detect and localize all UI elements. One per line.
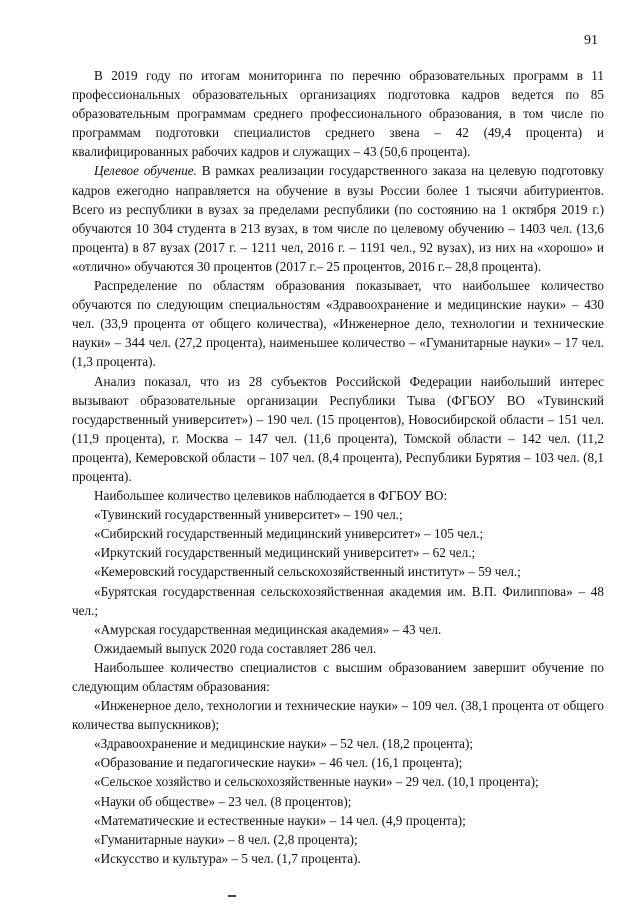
paragraph-graduates-intro: Наибольшее количество специалистов с высшим образованием завершит обучение по следующим областям образования: [72,659,604,694]
paragraph-list-intro: Наибольшее количество целевиков наблюдается в ФГБОУ ВО: [94,488,448,504]
list-item: «Искусство и культура» – 5 чел. (1,7 процента). [94,850,361,866]
section-lead-italic: Целевое обучение. [94,163,197,179]
list-item: «Науки об обществе» – 23 чел. (8 процентов); [94,793,352,809]
paragraph-expected-graduation: Ожидаемый выпуск 2020 года составляет 286 чел. [94,640,377,656]
paragraph-distribution: Распределение по областям образования показывает, что наибольшее количество обучаются по следующим специальностям «Здравоохранение и медицинские науки» – 430 чел. (33,9 процента от общего количества), «Инженерное дело, технологии и технические науки» – 344 чел. (27,2 процента), наименьшее количество – «Гуманитарные науки» – 17 чел. (1,3 процента). [72,278,604,370]
list-item: «Амурская государственная медицинская академия» – 43 чел. [94,621,442,637]
page-number: 91 [584,33,598,48]
list-item: «Иркутский государственный медицинский университет» – 62 чел.; [94,545,476,561]
list-item: «Сельское хозяйство и сельскохозяйственные науки» – 29 чел. (10,1 процента); [94,774,539,790]
scan-mark [228,895,236,897]
paragraph-spo-monitoring: В 2019 году по итогам мониторинга по перечню образовательных программ в 11 профессиональных образовательных организациях подготовка кадров ведется по 85 образовательным программам среднего профессионального образования, в том числе по программам подготовки специалистов среднего звена – 42 (49,4 процента) и квалифицированных рабочих кадров и служащих – 43 (50,6 процента). [72,68,604,160]
paragraph-analysis: Анализ показал, что из 28 субъектов Российской Федерации наибольший интерес вызывают образовательные организации Республики Тыва (ФГБОУ ВО «Тувинский государственный университет») – 190 чел. (15 процентов), Новосибирской области – 151 чел. (11,9 процента), г. Москва – 147 чел. (11,6 процента), Томской области – 142 чел. (11,2 процента), Кемеровской области – 107 чел. (8,4 процента), Республики Бурятия – 103 чел. (8,1 процента). [72,373,604,484]
list-item: «Гуманитарные науки» – 8 чел. (2,8 процента); [94,831,358,847]
list-item: «Математические и естественные науки» – 14 чел. (4,9 процента); [94,812,466,828]
list-item: «Здравоохранение и медицинские науки» – 52 чел. (18,2 процента); [94,736,474,752]
list-item: «Сибирский государственный медицинский университет» – 105 чел.; [94,526,484,542]
list-item: «Образование и педагогические науки» – 46 чел. (16,1 процента); [94,755,463,771]
list-item: «Бурятская государственная сельскохозяйственная академия им. В.П. Филиппова» – 48 чел.; [72,583,604,618]
page-body [72,66,604,868]
paragraph-target-training [72,161,604,276]
paragraph-text: В рамках реализации государственного заказа на целевую подготовку кадров ежегодно направляется на обучение в вузы России более 1 тысячи абитуриентов. Всего из республики в вузах за пределами республики (по состоянию на 1 октября 2019 г.) обучаются 10 304 студента в 213 вузах, в том числе по целевому обучению – 1403 чел. (13,6 процента) в 87 вузах (2017 г. – 1211 чел, 2016 г. – 1191 чел., 92 вузах), из них на «хорошо» и «отлично» обучаются 30 процентов (2017 г.– 25 процентов, 2016 г.– 28,8 процента). [72,163,605,274]
list-item: «Тувинский государственный университет» – 190 чел.; [94,507,403,523]
list-item: «Инженерное дело, технологии и технические науки» – 109 чел. (38,1 процента от общего количества выпускников); [72,698,604,733]
list-item: «Кемеровский государственный сельскохозяйственный институт» – 59 чел.; [94,564,521,580]
